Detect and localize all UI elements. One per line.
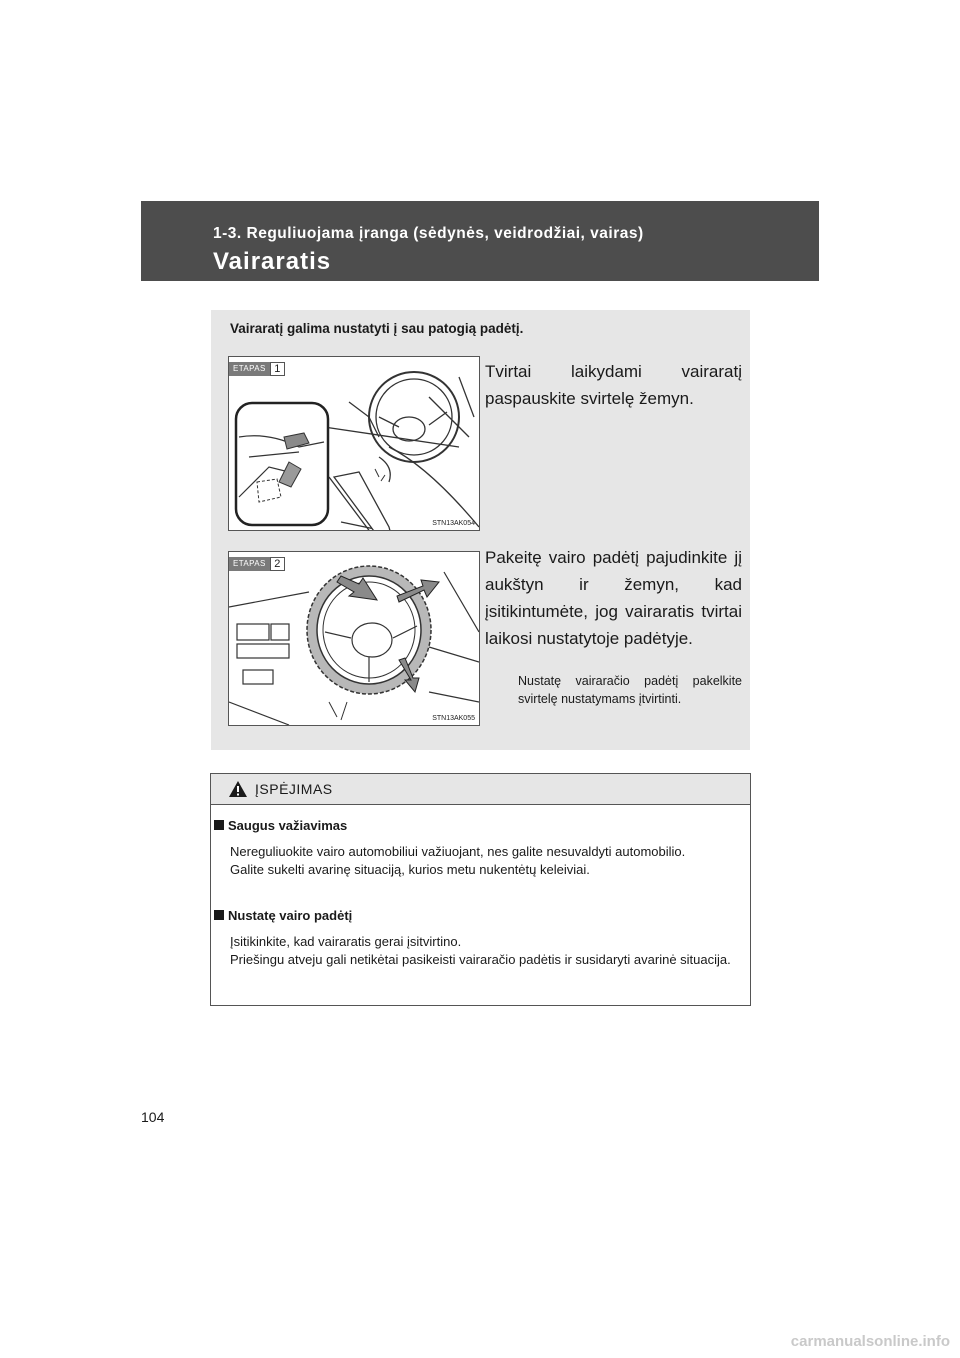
warning-box — [210, 773, 751, 1006]
step-1-text: Tvirtai laikydami vairaratį paspauskite svirtelę žemyn. — [485, 362, 742, 408]
bullet-square-icon — [214, 820, 224, 830]
step-badge-label: ETAPAS — [229, 557, 270, 571]
warning-triangle-icon — [228, 780, 248, 798]
figure-code: STN13AK054 — [432, 520, 475, 527]
step-1-illustration — [228, 356, 480, 531]
figure-code: STN13AK055 — [432, 715, 475, 722]
warning-item-heading: Nustatę vairo padėtį — [214, 908, 352, 923]
bullet-square-icon — [214, 910, 224, 920]
step-1-badge — [229, 362, 285, 376]
section-heading: 1-3. Reguliuojama įranga (sėdynės, veidrodžiai, vairas) — [213, 225, 644, 242]
warning-item-heading: Saugus važiavimas — [214, 818, 347, 833]
step-2-text: Pakeitę vairo padėtį pajudinkite jį aukštyn ir žemyn, kad įsitikintumėte, jog vairaratis tvirtai laikosi nustatytoje padėtyje. — [485, 548, 742, 648]
step-badge-number: 1 — [270, 362, 285, 376]
page-number: 104 — [141, 1109, 165, 1125]
warning-title: ĮSPĖJIMAS — [255, 781, 333, 797]
step-2-badge — [229, 557, 285, 571]
steering-wheel-adjust-drawing — [229, 552, 479, 725]
warning-header — [211, 774, 750, 805]
step-badge-label: ETAPAS — [229, 362, 270, 376]
footer-watermark: carmanualsonline.info — [790, 1333, 950, 1350]
page-title: Vairaratis — [213, 248, 332, 275]
instruction-panel — [211, 310, 750, 750]
steering-lever-drawing — [229, 357, 479, 530]
warning-item-text: Įsitikinkite, kad vairaratis gerai įsitvirtino. Priešingu atveju gali netikėtai pasikeisti vairaračio padėtis ir susidaryti avarinė situacija. — [230, 934, 731, 967]
chapter-header — [141, 201, 819, 281]
warning-item-text: Nereguliuokite vairo automobiliui važiuojant, nes galite nesuvaldyti automobilio. Galite sukelti avarinę situaciją, kurios metu nukentėtų keleiviai. — [230, 844, 686, 877]
intro-text: Vairaratį galima nustatyti į sau patogią padėtį. — [230, 321, 524, 336]
step-2-note: Nustatę vairaračio padėtį pakelkite svirtelę nustatymams įtvirtinti. — [518, 674, 742, 706]
step-2-illustration — [228, 551, 480, 726]
step-badge-number: 2 — [270, 557, 285, 571]
